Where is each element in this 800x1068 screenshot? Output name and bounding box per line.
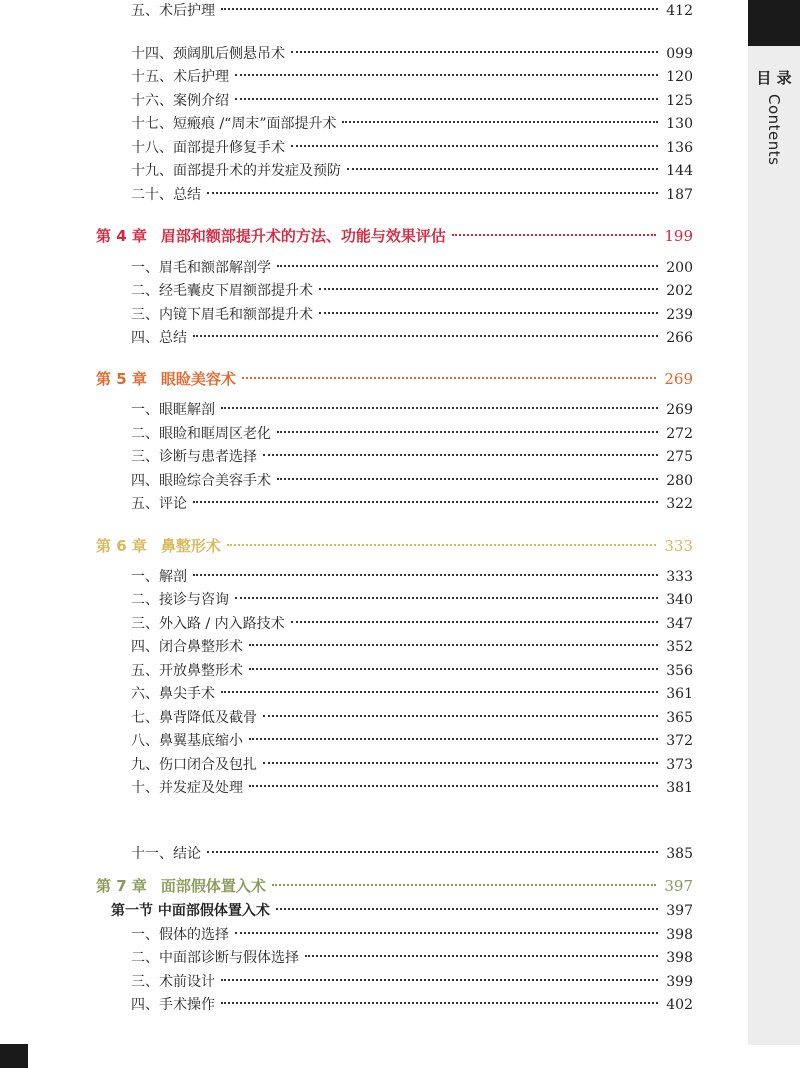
toc-label: 十八、面部提升修复手术 xyxy=(131,140,285,156)
toc-label: 一、解剖 xyxy=(131,569,187,585)
page-number: 399 xyxy=(666,974,693,990)
toc-chapter-row[interactable] xyxy=(96,535,693,557)
toc-label: 五、术后护理 xyxy=(131,3,215,19)
toc-entry-row[interactable] xyxy=(131,683,693,705)
leader-dots xyxy=(342,121,658,123)
toc-entry-row[interactable] xyxy=(131,446,693,468)
leader-dots xyxy=(347,168,658,170)
toc-label: 三、外入路 / 内入路技术 xyxy=(131,616,285,632)
page-number: 239 xyxy=(666,307,693,323)
leader-dots xyxy=(277,431,658,433)
leader-dots xyxy=(227,544,656,546)
leader-dots xyxy=(207,192,658,194)
toc-entry-row[interactable] xyxy=(131,707,693,729)
page-number: 347 xyxy=(666,616,693,632)
leader-dots xyxy=(221,979,658,981)
page-number: 202 xyxy=(666,283,693,299)
toc-label: 四、手术操作 xyxy=(131,997,215,1013)
side-tab-title-en: Contents xyxy=(765,94,783,166)
side-tab-title-cn: 目 录 xyxy=(756,69,792,87)
leader-dots xyxy=(249,668,658,670)
chapter-title: 鼻整形术 xyxy=(160,537,221,555)
toc-entry-row[interactable] xyxy=(131,257,693,279)
leader-dots xyxy=(276,908,658,910)
chapter-number: 第 7 章 xyxy=(96,877,147,895)
leader-dots xyxy=(319,312,658,314)
toc-label: 二、中面部诊断与假体选择 xyxy=(131,950,299,966)
page-number: 199 xyxy=(664,227,693,245)
page-number: 381 xyxy=(666,780,693,796)
toc-entry-row[interactable] xyxy=(131,90,693,112)
page-number: 269 xyxy=(666,402,693,418)
page-number: 398 xyxy=(666,927,693,943)
toc-label: 一、假体的选择 xyxy=(131,927,229,943)
page-number: 099 xyxy=(666,46,693,62)
page-number: 373 xyxy=(666,757,693,773)
toc-label: 五、开放鼻整形术 xyxy=(131,663,243,679)
page-number: 372 xyxy=(666,733,693,749)
page-number: 333 xyxy=(666,569,693,585)
toc-entry-row[interactable] xyxy=(131,843,693,865)
toc-entry-row[interactable] xyxy=(131,660,693,682)
toc-entry-row[interactable] xyxy=(131,304,693,326)
toc-entry-row[interactable] xyxy=(131,280,693,302)
page-number: 385 xyxy=(666,846,693,862)
toc-label: 九、伤口闭合及包扎 xyxy=(131,757,257,773)
page-number: 272 xyxy=(666,426,693,442)
toc-label: 二、接诊与咨询 xyxy=(131,592,229,608)
leader-dots xyxy=(291,145,658,147)
toc-entry-row[interactable] xyxy=(131,137,693,159)
page-number: 275 xyxy=(666,449,693,465)
leader-dots xyxy=(235,98,658,100)
page-number: 136 xyxy=(666,140,693,156)
toc-entry-row[interactable] xyxy=(131,947,693,969)
toc-chapter-row[interactable] xyxy=(96,225,693,247)
page-number: 187 xyxy=(666,187,693,203)
toc-label: 一、眉毛和额部解剖学 xyxy=(131,260,271,276)
toc-entry-row[interactable] xyxy=(131,66,693,88)
toc-entry-row[interactable] xyxy=(131,184,693,206)
toc-label: 一、眼眶解剖 xyxy=(131,402,215,418)
toc-label: 七、鼻背降低及截骨 xyxy=(131,710,257,726)
toc-label: 四、眼睑综合美容手术 xyxy=(131,473,271,489)
leader-dots xyxy=(249,644,658,646)
leader-dots xyxy=(235,597,658,599)
toc-chapter-row[interactable] xyxy=(96,875,693,897)
leader-dots xyxy=(193,501,658,503)
toc-entry-row[interactable] xyxy=(131,924,693,946)
toc-label: 十四、颈阔肌后侧悬吊术 xyxy=(131,46,285,62)
leader-dots xyxy=(207,851,658,853)
toc-label: 四、闭合鼻整形术 xyxy=(131,639,243,655)
toc-entry-row[interactable] xyxy=(131,399,693,421)
side-tab-marker xyxy=(748,0,800,46)
toc-label: 八、鼻翼基底缩小 xyxy=(131,733,243,749)
toc-label: 三、内镜下眉毛和额部提升术 xyxy=(131,307,313,323)
leader-dots xyxy=(193,574,658,576)
leader-dots xyxy=(249,738,658,740)
leader-dots xyxy=(235,74,658,76)
toc-label: 十九、面部提升术的并发症及预防 xyxy=(131,163,341,179)
leader-dots xyxy=(452,234,656,236)
page-number: 402 xyxy=(666,997,693,1013)
toc-entry-row[interactable] xyxy=(131,613,693,635)
toc-entry-row[interactable] xyxy=(131,470,693,492)
toc-entry-row[interactable] xyxy=(131,423,693,445)
toc-chapter-row[interactable] xyxy=(96,368,693,390)
toc-label: 二、眼睑和眶周区老化 xyxy=(131,426,271,442)
page-number: 280 xyxy=(666,473,693,489)
toc-entry-row[interactable] xyxy=(131,589,693,611)
page-number: 361 xyxy=(666,686,693,702)
chapter-number: 第 6 章 xyxy=(96,537,147,555)
toc-entry-row[interactable] xyxy=(131,566,693,588)
toc-label: 二、经毛囊皮下眉额部提升术 xyxy=(131,283,313,299)
toc-section-row[interactable] xyxy=(111,900,693,922)
toc-entry-row[interactable] xyxy=(131,327,693,349)
toc-label: 六、鼻尖手术 xyxy=(131,686,215,702)
leader-dots xyxy=(319,288,658,290)
toc-entry-row[interactable] xyxy=(131,493,693,515)
toc-label: 四、总结 xyxy=(131,330,187,346)
page-number: 356 xyxy=(666,663,693,679)
toc-label: 十七、短瘢痕 /“周末”面部提升术 xyxy=(131,116,337,132)
toc-entry-row[interactable] xyxy=(131,754,693,776)
leader-dots xyxy=(263,454,658,456)
leader-dots xyxy=(277,478,658,480)
chapter-title: 面部假体置入术 xyxy=(160,877,266,895)
toc-label: 十五、术后护理 xyxy=(131,69,229,85)
leader-dots xyxy=(221,407,658,409)
toc-entry-row[interactable] xyxy=(131,0,693,22)
toc-entry-row[interactable] xyxy=(131,113,693,135)
leader-dots xyxy=(263,762,658,764)
toc-label xyxy=(96,225,446,246)
leader-dots xyxy=(193,335,658,337)
chapter-title: 眼睑美容术 xyxy=(160,370,236,388)
leader-dots xyxy=(277,265,658,267)
page-number: 412 xyxy=(666,3,693,19)
toc-label: 二十、总结 xyxy=(131,187,201,203)
leader-dots xyxy=(291,621,659,623)
page-number: 130 xyxy=(666,116,693,132)
leader-dots xyxy=(291,51,658,53)
chapter-title: 眉部和额部提升术的方法、功能与效果评估 xyxy=(160,227,446,245)
toc-entry-row[interactable] xyxy=(131,777,693,799)
leader-dots xyxy=(249,785,658,787)
toc-entry-row[interactable] xyxy=(131,971,693,993)
toc-label xyxy=(96,368,236,389)
leader-dots xyxy=(221,8,658,10)
page-number: 365 xyxy=(666,710,693,726)
leader-dots xyxy=(242,377,656,379)
toc-label xyxy=(96,535,221,556)
page-number: 333 xyxy=(664,537,693,555)
page-number: 322 xyxy=(666,496,693,512)
chapter-number: 第 4 章 xyxy=(96,227,147,245)
chapter-number: 第 5 章 xyxy=(96,370,147,388)
toc-label: 五、评论 xyxy=(131,496,187,512)
page-corner-marker xyxy=(0,1044,28,1068)
page-number: 352 xyxy=(666,639,693,655)
toc-label: 三、诊断与患者选择 xyxy=(131,449,257,465)
page-number: 144 xyxy=(666,163,693,179)
toc-label xyxy=(96,875,266,896)
page-number: 200 xyxy=(666,260,693,276)
toc-label: 三、术前设计 xyxy=(131,974,215,990)
toc-label: 第一节 中面部假体置入术 xyxy=(111,903,270,919)
leader-dots xyxy=(263,715,658,717)
leader-dots xyxy=(221,1002,658,1004)
page-number: 398 xyxy=(666,950,693,966)
page-number: 120 xyxy=(666,69,693,85)
toc-entry-row[interactable] xyxy=(131,43,693,65)
side-tab xyxy=(748,0,800,1045)
page-number: 269 xyxy=(664,370,693,388)
leader-dots xyxy=(221,691,658,693)
page-number: 397 xyxy=(664,877,693,895)
toc-label: 十一、结论 xyxy=(131,846,201,862)
leader-dots xyxy=(235,932,658,934)
side-tab-title xyxy=(748,66,800,165)
toc-entry-row[interactable] xyxy=(131,636,693,658)
leader-dots xyxy=(272,884,656,886)
leader-dots xyxy=(305,955,658,957)
page-number: 125 xyxy=(666,93,693,109)
toc-label: 十、并发症及处理 xyxy=(131,780,243,796)
page-number: 340 xyxy=(666,592,693,608)
toc-label: 十六、案例介绍 xyxy=(131,93,229,109)
page-number: 266 xyxy=(666,330,693,346)
toc-entry-row[interactable] xyxy=(131,160,693,182)
toc-entry-row[interactable] xyxy=(131,730,693,752)
page-number: 397 xyxy=(666,903,693,919)
toc-entry-row[interactable] xyxy=(131,994,693,1016)
